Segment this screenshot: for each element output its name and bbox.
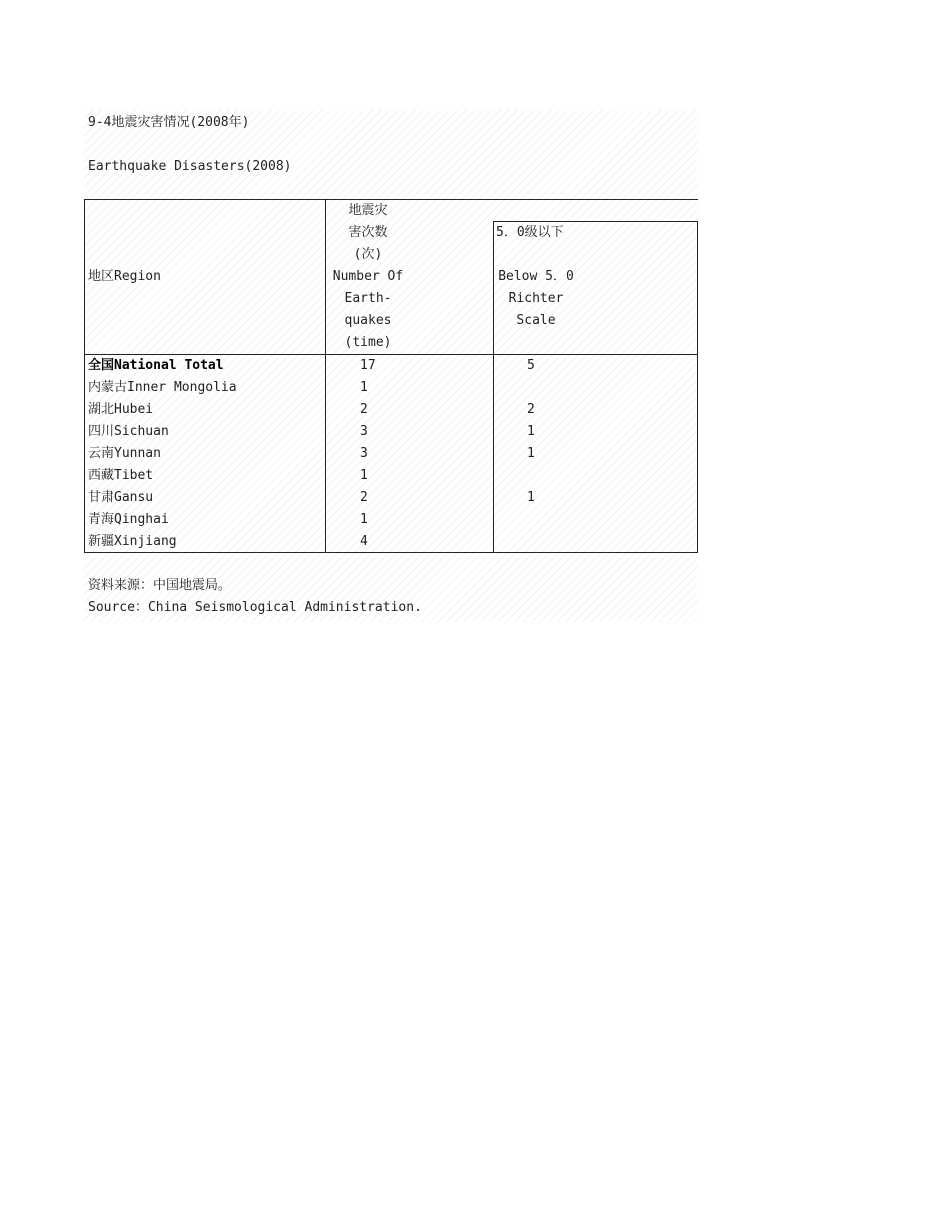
- row-region: 全国National Total: [88, 358, 224, 373]
- row-count: 3: [360, 446, 368, 461]
- row-below: 1: [527, 446, 535, 461]
- source-cn: 资料来源：中国地震局。: [88, 578, 232, 593]
- title-en: Earthquake Disasters(2008): [88, 159, 292, 174]
- row-count: 17: [360, 358, 376, 373]
- row-region: 甘肃Gansu: [88, 490, 154, 505]
- table-right-border: [697, 221, 698, 553]
- header-count-line: 地震灾: [348, 203, 388, 218]
- row-below: 1: [527, 490, 535, 505]
- row-count: 2: [360, 402, 368, 417]
- row-count: 1: [360, 468, 368, 483]
- row-region: 西藏Tibet: [88, 468, 154, 483]
- header-count-line: (次): [353, 247, 383, 262]
- header-region: 地区Region: [88, 269, 161, 284]
- row-count: 1: [360, 380, 368, 395]
- row-below: 5: [527, 358, 535, 373]
- row-count: 3: [360, 424, 368, 439]
- row-region: 新疆Xinjiang: [88, 534, 177, 549]
- header-count-line: 害次数: [348, 225, 388, 240]
- row-count: 1: [360, 512, 368, 527]
- spreadsheet-area: [84, 110, 698, 622]
- row-region: 湖北Hubei: [88, 402, 154, 417]
- row-count: 4: [360, 534, 368, 549]
- table-left-border: [84, 199, 85, 553]
- column-divider-2: [493, 221, 494, 553]
- header-count-line: Number Of: [332, 269, 404, 284]
- header-below-line: Below 5．0: [498, 269, 574, 284]
- row-region: 云南Yunnan: [88, 446, 161, 461]
- row-region: 四川Sichuan: [88, 424, 169, 439]
- header-below-line: Richter: [508, 291, 564, 306]
- row-below: 2: [527, 402, 535, 417]
- source-en: Source：China Seismological Administration.: [88, 600, 422, 615]
- header-below-line: Scale: [516, 313, 556, 328]
- row-region: 青海Qinghai: [88, 512, 169, 527]
- row-count: 2: [360, 490, 368, 505]
- header-below-cn: 5．0级以下: [496, 225, 564, 240]
- header-count-line: Earth-: [344, 291, 392, 306]
- title-cn: 9-4地震灾害情况(2008年): [88, 115, 250, 130]
- row-region: 内蒙古Inner Mongolia: [88, 380, 237, 395]
- header-count-line: quakes: [344, 313, 392, 328]
- row-below: 1: [527, 424, 535, 439]
- header-count-line: (time): [344, 335, 392, 350]
